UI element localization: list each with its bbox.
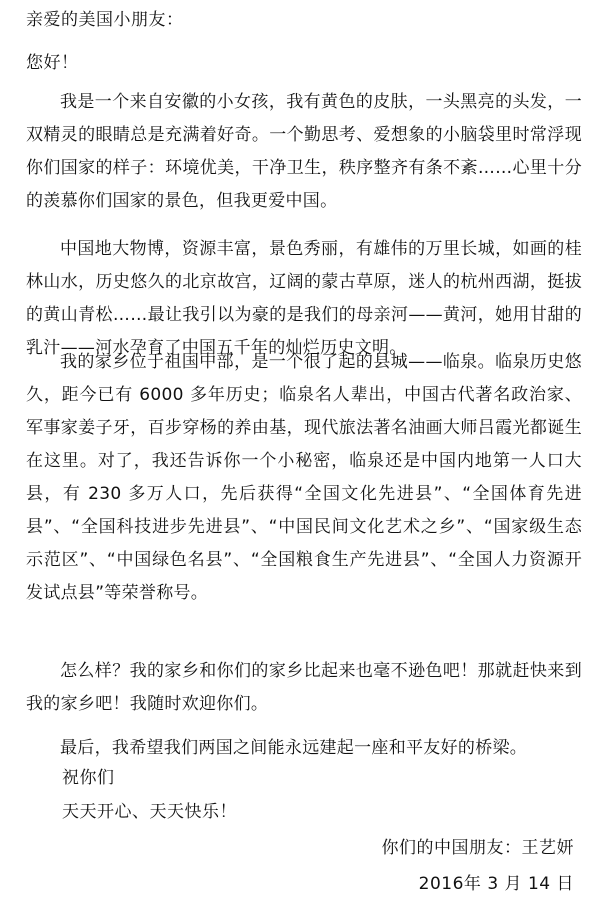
- paragraph-china: 中国地大物博，资源丰富，景色秀丽，有雄伟的万里长城，如画的桂林山水，历史悠久的北京故宫，辽阔的蒙古草原，迷人的杭州西湖，挺拔的黄山青松……最让我引以为豪的是我们的母亲河——黄河，她用甘甜的乳汁——河水孕育了中国五千年的灿烂历史文明。: [26, 239, 582, 358]
- date: 2016年 3 月 14 日: [418, 874, 574, 894]
- paragraph-hometown: 我的家乡位于祖国中部，是一个很了起的县城——临泉。临泉历史悠久，距今已有 6000 多年历史；临泉名人辈出，中国古代著名政治家、军事家姜子牙，百步穿杨的养由基，现代旅法著名油画大师吕霞光都诞生在这里。对了，我还告诉你一个小秘密，临泉还是中国内地第一人口大县，有 230 多万人口，先后获得“全国文化先进县”、“全国体育先进县”、“全国科技进步先进县”、“中国民间文化艺术之乡”、“国家级生态示范区”、“中国绿色名县”、“全国粮食生产先进县”、“全国人力资源开发试点县”等荣誉称号。: [26, 352, 582, 603]
- paragraph-invitation: 怎么样？我的家乡和你们的家乡比起来也毫不逊色吧！那就赶快来到我的家乡吧！我随时欢迎你们。: [26, 661, 582, 714]
- greeting: 您好！: [26, 53, 79, 73]
- salutation: 亲爱的美国小朋友：: [26, 10, 184, 30]
- paragraph-introduction: 我是一个来自安徽的小女孩，我有黄色的皮肤，一头黑亮的头发，一双精灵的眼睛总是充满着好奇。一个勤思考、爱想象的小脑袋里时常浮现你们国家的样子：环境优美，干净卫生，秩序整齐有条不紊……心里十分的羡慕你们国家的景色，但我更爱中国。: [26, 92, 582, 211]
- closing-blessing: 天天开心、天天快乐！: [62, 802, 237, 822]
- signature: 你们的中国朋友：王艺妍: [381, 838, 574, 858]
- paragraph-friendship: 最后，我希望我们两国之间能永远建起一座和平友好的桥梁。: [60, 738, 528, 758]
- closing-wish: 祝你们: [62, 768, 115, 788]
